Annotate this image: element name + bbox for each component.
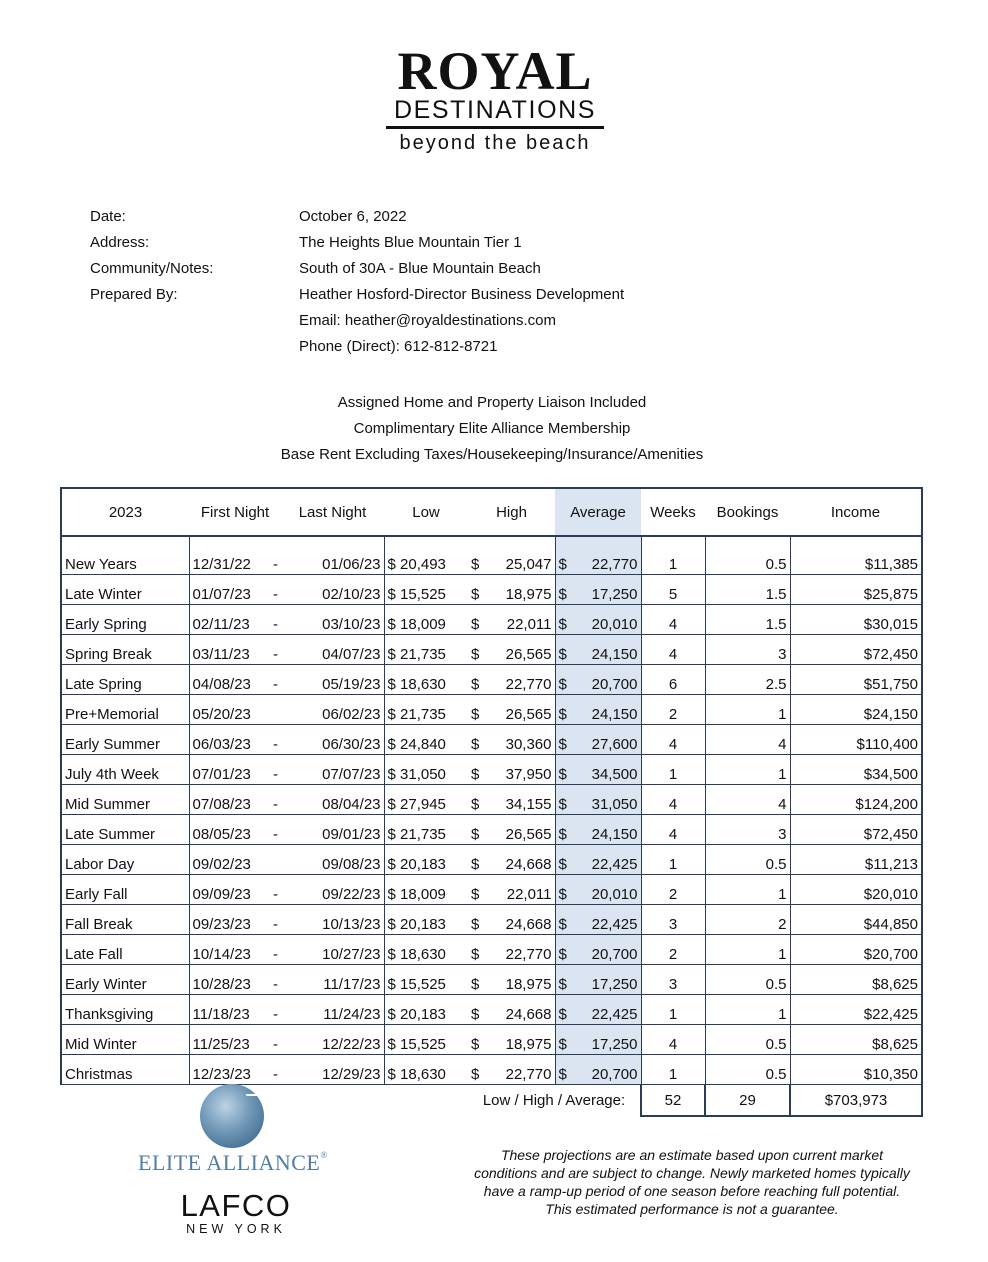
table-row: [61, 815, 922, 845]
low-cell: $ 15,525: [384, 965, 468, 995]
season-name: Early Fall: [61, 875, 189, 905]
bookings-cell: 2: [705, 905, 790, 935]
bookings-cell: 1: [705, 755, 790, 785]
first-night-cell: 04/08/23 -: [189, 665, 281, 695]
bookings-cell: 1: [705, 875, 790, 905]
last-night-cell: 06/02/23: [281, 695, 384, 725]
low-cell: $ 20,183: [384, 845, 468, 875]
average-cell: $ 17,250: [555, 575, 641, 605]
average-cell: $ 31,050: [555, 785, 641, 815]
table-row: [61, 755, 922, 785]
first-night-cell: 07/08/23 -: [189, 785, 281, 815]
info-value: Heather Hosford-Director Business Development: [299, 286, 625, 303]
high-cell: $ 26,565: [468, 695, 555, 725]
bookings-cell: 2.5: [705, 665, 790, 695]
info-row: [90, 310, 624, 336]
header-bookings: Bookings: [705, 488, 790, 536]
bookings-cell: 0.5: [705, 845, 790, 875]
table-row: [61, 845, 922, 875]
low-cell: $ 21,735: [384, 695, 468, 725]
last-night-cell: 09/08/23: [281, 845, 384, 875]
info-block: [90, 206, 624, 362]
first-night-cell: 11/18/23 -: [189, 995, 281, 1025]
income-cell: $20,700: [790, 935, 922, 965]
info-email: Email: heather@royaldestinations.com: [299, 312, 557, 329]
bookings-cell: 4: [705, 725, 790, 755]
info-label: Community/Notes:: [90, 260, 214, 277]
table-row: [61, 1055, 922, 1085]
income-cell: $8,625: [790, 965, 922, 995]
table-row: [61, 995, 922, 1025]
low-cell: $ 18,009: [384, 875, 468, 905]
weeks-cell: 2: [641, 695, 705, 725]
bookings-cell: 3: [705, 815, 790, 845]
first-night-cell: 09/23/23 -: [189, 905, 281, 935]
features-list: [60, 392, 924, 470]
high-cell: $ 24,668: [468, 995, 555, 1025]
elite-alliance-name: ELITE ALLIANCE®: [138, 1150, 328, 1175]
low-cell: $ 27,945: [384, 785, 468, 815]
season-name: Mid Winter: [61, 1025, 189, 1055]
low-cell: $ 20,493: [384, 536, 468, 575]
bookings-cell: 0.5: [705, 965, 790, 995]
average-cell: $ 20,010: [555, 605, 641, 635]
average-cell: $ 24,150: [555, 695, 641, 725]
first-night-cell: 02/11/23 -: [189, 605, 281, 635]
total-weeks: 52: [641, 1085, 705, 1117]
lafco-name: LAFCO: [180, 1188, 292, 1223]
season-name: July 4th Week: [61, 755, 189, 785]
last-night-cell: 09/22/23: [281, 875, 384, 905]
high-cell: $ 26,565: [468, 635, 555, 665]
weeks-cell: 4: [641, 635, 705, 665]
first-night-cell: 08/05/23 -: [189, 815, 281, 845]
info-value: October 6, 2022: [299, 208, 407, 225]
low-cell: $ 20,183: [384, 995, 468, 1025]
info-label: Address:: [90, 234, 150, 251]
info-phone: Phone (Direct): 612-812-8721: [299, 338, 498, 355]
table-row: [61, 785, 922, 815]
table-header-row: [61, 488, 922, 536]
income-cell: $34,500: [790, 755, 922, 785]
weeks-cell: 4: [641, 1025, 705, 1055]
bookings-cell: 4: [705, 785, 790, 815]
weeks-cell: 3: [641, 905, 705, 935]
logo-royal: ROYAL: [397, 41, 593, 101]
bookings-cell: 0.5: [705, 1025, 790, 1055]
table-row: [61, 695, 922, 725]
weeks-cell: 1: [641, 845, 705, 875]
income-cell: $44,850: [790, 905, 922, 935]
average-cell: $ 22,425: [555, 995, 641, 1025]
average-cell: $ 20,700: [555, 1055, 641, 1085]
header-weeks: Weeks: [641, 488, 705, 536]
weeks-cell: 4: [641, 605, 705, 635]
first-night-cell: 01/07/23 -: [189, 575, 281, 605]
first-night-cell: 09/02/23: [189, 845, 281, 875]
weeks-cell: 6: [641, 665, 705, 695]
weeks-cell: 5: [641, 575, 705, 605]
season-name: Pre+Memorial: [61, 695, 189, 725]
weeks-cell: 4: [641, 785, 705, 815]
season-name: Spring Break: [61, 635, 189, 665]
income-cell: $8,625: [790, 1025, 922, 1055]
income-cell: $124,200: [790, 785, 922, 815]
disclaimer-text: These projections are an estimate based upon current market conditions and are subject to change. Newly marketed homes typically have a ramp-up period of one season before reaching full potential. This estimated performance is not a guarantee.: [474, 1147, 910, 1217]
season-name: Labor Day: [61, 845, 189, 875]
income-cell: $20,010: [790, 875, 922, 905]
income-cell: $110,400: [790, 725, 922, 755]
weeks-cell: 3: [641, 965, 705, 995]
average-cell: $ 17,250: [555, 1025, 641, 1055]
weeks-cell: 2: [641, 875, 705, 905]
totals-label: Low / High / Average:: [482, 1092, 626, 1109]
lafco-logo: [176, 1190, 296, 1236]
total-income: $703,973: [790, 1085, 922, 1117]
info-row: [90, 232, 624, 258]
average-cell: $ 27,600: [555, 725, 641, 755]
last-night-cell: 04/07/23: [281, 635, 384, 665]
weeks-cell: 1: [641, 995, 705, 1025]
first-night-cell: 06/03/23 -: [189, 725, 281, 755]
table-row: [61, 905, 922, 935]
logo-tagline: beyond the beach: [399, 132, 591, 154]
high-cell: $ 18,975: [468, 575, 555, 605]
info-label: Prepared By:: [90, 286, 178, 303]
season-name: Christmas: [61, 1055, 189, 1085]
logo-destinations: DESTINATIONS: [393, 96, 597, 124]
lafco-city: NEW YORK: [186, 1222, 286, 1236]
high-cell: $ 22,770: [468, 935, 555, 965]
high-cell: $ 30,360: [468, 725, 555, 755]
income-cell: $72,450: [790, 635, 922, 665]
bookings-cell: 0.5: [705, 1055, 790, 1085]
last-night-cell: 07/07/23: [281, 755, 384, 785]
bookings-cell: 1: [705, 995, 790, 1025]
bookings-cell: 1: [705, 695, 790, 725]
low-cell: $ 18,630: [384, 935, 468, 965]
season-name: Early Spring: [61, 605, 189, 635]
high-cell: $ 18,975: [468, 965, 555, 995]
logo-divider: [386, 126, 604, 129]
weeks-cell: 4: [641, 815, 705, 845]
last-night-cell: 10/27/23: [281, 935, 384, 965]
average-cell: $ 22,425: [555, 905, 641, 935]
table-row: [61, 725, 922, 755]
income-cell: $22,425: [790, 995, 922, 1025]
last-night-cell: 08/04/23: [281, 785, 384, 815]
royal-destinations-logo: [384, 41, 606, 155]
income-cell: $11,213: [790, 845, 922, 875]
season-name: Late Fall: [61, 935, 189, 965]
season-name: Late Summer: [61, 815, 189, 845]
last-night-cell: 12/22/23: [281, 1025, 384, 1055]
low-cell: $ 20,183: [384, 905, 468, 935]
low-cell: $ 15,525: [384, 1025, 468, 1055]
total-bookings: 29: [705, 1085, 790, 1117]
weeks-cell: 2: [641, 935, 705, 965]
first-night-cell: 03/11/23 -: [189, 635, 281, 665]
first-night-cell: 07/01/23 -: [189, 755, 281, 785]
high-cell: $ 24,668: [468, 905, 555, 935]
season-name: Late Winter: [61, 575, 189, 605]
info-value: The Heights Blue Mountain Tier 1: [299, 234, 522, 251]
average-cell: $ 24,150: [555, 815, 641, 845]
bookings-cell: 1: [705, 935, 790, 965]
last-night-cell: 05/19/23: [281, 665, 384, 695]
season-name: Early Summer: [61, 725, 189, 755]
last-night-cell: 11/17/23: [281, 965, 384, 995]
last-night-cell: 03/10/23: [281, 605, 384, 635]
low-cell: $ 24,840: [384, 725, 468, 755]
weeks-cell: 1: [641, 755, 705, 785]
table-row: [61, 665, 922, 695]
income-cell: $24,150: [790, 695, 922, 725]
first-night-cell: 09/09/23 -: [189, 875, 281, 905]
high-cell: $ 25,047: [468, 536, 555, 575]
high-cell: $ 22,011: [468, 605, 555, 635]
high-cell: $ 22,770: [468, 1055, 555, 1085]
low-cell: $ 18,630: [384, 1055, 468, 1085]
info-row: [90, 336, 624, 362]
average-cell: $ 34,500: [555, 755, 641, 785]
weeks-cell: 1: [641, 1055, 705, 1085]
bookings-cell: 0.5: [705, 536, 790, 575]
season-name: Thanksgiving: [61, 995, 189, 1025]
last-night-cell: 02/10/23: [281, 575, 384, 605]
table-row: [61, 605, 922, 635]
income-cell: $51,750: [790, 665, 922, 695]
info-row: [90, 284, 624, 310]
high-cell: $ 22,770: [468, 665, 555, 695]
average-cell: $ 17,250: [555, 965, 641, 995]
table-row: [61, 536, 922, 575]
first-night-cell: 12/23/23 -: [189, 1055, 281, 1085]
totals-row: [61, 1085, 922, 1117]
average-cell: $ 20,700: [555, 935, 641, 965]
season-name: Mid Summer: [61, 785, 189, 815]
rental-rates-table: [60, 487, 923, 1117]
high-cell: $ 37,950: [468, 755, 555, 785]
bookings-cell: 1.5: [705, 575, 790, 605]
table-row: [61, 965, 922, 995]
first-night-cell: 11/25/23 -: [189, 1025, 281, 1055]
average-cell: $ 22,425: [555, 845, 641, 875]
header-low: Low: [384, 488, 468, 536]
low-cell: $ 15,525: [384, 575, 468, 605]
first-night-cell: 10/28/23 -: [189, 965, 281, 995]
season-name: New Years: [61, 536, 189, 575]
table-row: [61, 635, 922, 665]
header-average: Average: [555, 488, 641, 536]
globe-icon: [200, 1084, 264, 1148]
first-night-cell: 10/14/23 -: [189, 935, 281, 965]
info-label: Date:: [90, 208, 126, 225]
average-cell: $ 24,150: [555, 635, 641, 665]
low-cell: $ 18,630: [384, 665, 468, 695]
header-year: 2023: [61, 488, 189, 536]
last-night-cell: 12/29/23: [281, 1055, 384, 1085]
table-row: [61, 1025, 922, 1055]
low-cell: $ 21,735: [384, 815, 468, 845]
feature-line: Complimentary Elite Alliance Membership: [353, 420, 631, 437]
high-cell: $ 22,011: [468, 875, 555, 905]
weeks-cell: 1: [641, 536, 705, 575]
income-cell: $11,385: [790, 536, 922, 575]
low-cell: $ 21,735: [384, 635, 468, 665]
season-name: Early Winter: [61, 965, 189, 995]
income-cell: $72,450: [790, 815, 922, 845]
table-row: [61, 935, 922, 965]
income-cell: $30,015: [790, 605, 922, 635]
header-first-night: First Night: [189, 488, 281, 536]
weeks-cell: 4: [641, 725, 705, 755]
income-cell: $10,350: [790, 1055, 922, 1085]
first-night-cell: 12/31/22 -: [189, 536, 281, 575]
high-cell: $ 18,975: [468, 1025, 555, 1055]
average-cell: $ 20,700: [555, 665, 641, 695]
info-row: [90, 258, 624, 284]
last-night-cell: 10/13/23: [281, 905, 384, 935]
last-night-cell: 09/01/23: [281, 815, 384, 845]
last-night-cell: 01/06/23: [281, 536, 384, 575]
table-row: [61, 875, 922, 905]
info-value: South of 30A - Blue Mountain Beach: [299, 260, 541, 277]
high-cell: $ 26,565: [468, 815, 555, 845]
header-income: Income: [790, 488, 922, 536]
last-night-cell: 11/24/23: [281, 995, 384, 1025]
season-name: Late Spring: [61, 665, 189, 695]
high-cell: $ 34,155: [468, 785, 555, 815]
bookings-cell: 3: [705, 635, 790, 665]
info-row: [90, 206, 624, 232]
bookings-cell: 1.5: [705, 605, 790, 635]
table-row: [61, 575, 922, 605]
feature-line: Assigned Home and Property Liaison Included: [337, 394, 647, 411]
header-last-night: Last Night: [281, 488, 384, 536]
feature-line: Base Rent Excluding Taxes/Housekeeping/Insurance/Amenities: [280, 446, 704, 463]
low-cell: $ 31,050: [384, 755, 468, 785]
first-night-cell: 05/20/23: [189, 695, 281, 725]
average-cell: $ 22,770: [555, 536, 641, 575]
average-cell: $ 20,010: [555, 875, 641, 905]
income-cell: $25,875: [790, 575, 922, 605]
header-high: High: [468, 488, 555, 536]
last-night-cell: 06/30/23: [281, 725, 384, 755]
season-name: Fall Break: [61, 905, 189, 935]
low-cell: $ 18,009: [384, 605, 468, 635]
high-cell: $ 24,668: [468, 845, 555, 875]
